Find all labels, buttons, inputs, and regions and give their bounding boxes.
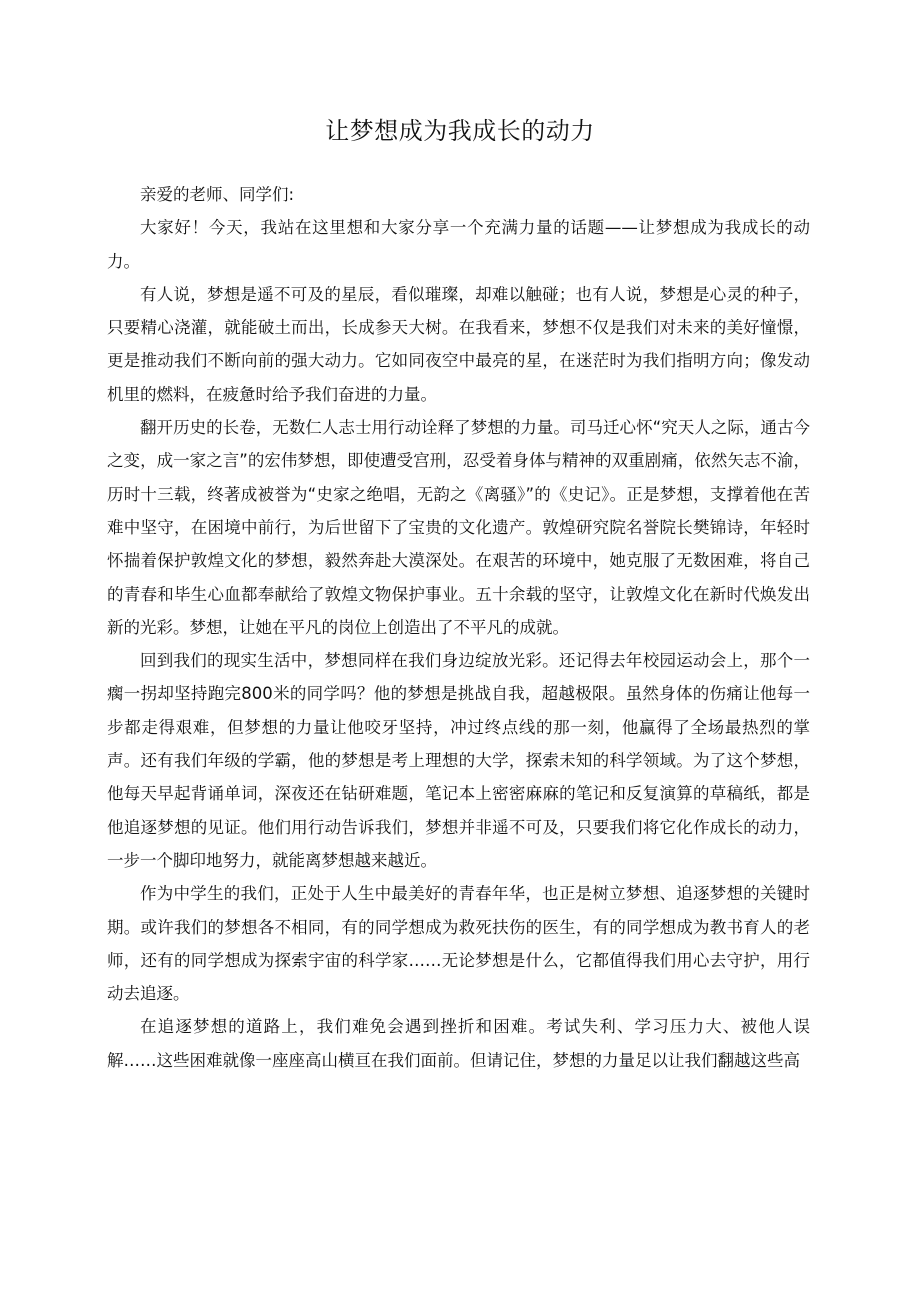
paragraph-real-life: 回到我们的现实生活中，梦想同样在我们身边绽放光彩。还记得去年校园运动会上，那个一瘸一拐却坚持跑完800米的同学吗？他的梦想是挑战自我，超越极限。虽然身体的伤痛让他每一步都走得艰难，但梦想的力量让他咬牙坚持，冲过终点线的那一刻，他赢得了全场最热烈的掌声。还有我们年级的学霸，他的梦想是考上理想的大学，探索未知的科学领域。为了这个梦想，他每天早起背诵单词，深夜还在钻研难题，笔记本上密密麻麻的笔记和反复演算的草稿纸，都是他追逐梦想的见证。他们用行动告诉我们，梦想并非遥不可及，只要我们将它化作成长的动力，一步一个脚印地努力，就能离梦想越来越近。 (107, 651, 810, 870)
paragraph-greeting: 大家好！今天，我站在这里想和大家分享一个充满力量的话题——让梦想成为我成长的动力。 (107, 218, 810, 271)
document-title: 让梦想成为我成长的动力 (325, 117, 595, 145)
paragraph-students: 作为中学生的我们，正处于人生中最美好的青春年华，也正是树立梦想、追逐梦想的关键时期。或许我们的梦想各不相同，有的同学想成为救死扶伤的医生，有的同学想成为教书育人的老师，还有的同学想成为探索宇宙的科学家……无论梦想是什么，它都值得我们用心去守护，用行动去追逐。 (107, 884, 810, 1004)
document-body (107, 178, 810, 1077)
paragraph-dream-metaphor: 有人说，梦想是遥不可及的星辰，看似璀璨，却难以触碰；也有人说，梦想是心灵的种子，只要精心浇灌，就能破土而出，长成参天大树。在我看来，梦想不仅是我们对未来的美好憧憬，更是推动我们不断向前的强大动力。它如同夜空中最亮的星，在迷茫时为我们指明方向；像发动机里的燃料，在疲惫时给予我们奋进的力量。 (107, 284, 810, 404)
paragraph-history: 翻开历史的长卷，无数仁人志士用行动诠释了梦想的力量。司马迁心怀“究天人之际，通古今之变，成一家之言”的宏伟梦想，即使遭受宫刑，忍受着身体与精神的双重剧痛，依然矢志不渝，历时十三载，终著成被誉为“史家之绝唱，无韵之《离骚》”的《史记》。正是梦想，支撑着他在苦难中坚守，在困境中前行，为后世留下了宝贵的文化遗产。敦煌研究院名誉院长樊锦诗，年轻时怀揣着保护敦煌文化的梦想，毅然奔赴大漠深处。在艰苦的环境中，她克服了无数困难，将自己的青春和毕生心血都奉献给了敦煌文物保护事业。五十余载的坚守，让敦煌文化在新时代焕发出新的光彩。梦想，让她在平凡的岗位上创造出了不平凡的成就。 (107, 418, 810, 637)
paragraph-difficulties: 在追逐梦想的道路上，我们难免会遇到挫折和困难。考试失利、学习压力大、被他人误解……这些困难就像一座座高山横亘在我们面前。但请记住，梦想的力量足以让我们翻越这些高 (107, 1017, 810, 1070)
salutation: 亲爱的老师、同学们: (140, 185, 295, 204)
